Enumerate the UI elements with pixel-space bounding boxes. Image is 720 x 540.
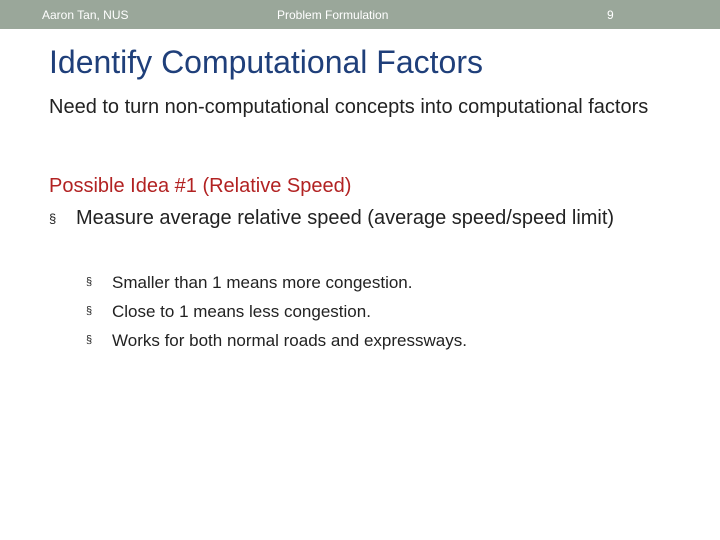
bullet-marker-icon: §	[86, 276, 93, 288]
sub-bullet-item	[86, 326, 467, 355]
intro-text: Need to turn non-computational concepts into computational factors	[49, 96, 649, 118]
sub-bullet-list	[86, 268, 467, 355]
header-author: Aaron Tan, NUS	[42, 8, 129, 22]
bullet-marker-icon: §	[86, 334, 93, 346]
header-topic: Problem Formulation	[277, 8, 389, 22]
sub-bullet-text: Works for both normal roads and expressways.	[112, 331, 467, 350]
sub-bullet-text: Smaller than 1 means more congestion.	[112, 273, 413, 292]
idea-heading: Possible Idea #1 (Relative Speed)	[49, 175, 352, 197]
main-bullet	[49, 204, 689, 233]
main-bullet-text: Measure average relative speed (average speed/speed limit)	[76, 207, 615, 229]
slide-header-bar	[0, 0, 720, 29]
sub-bullet-item	[86, 297, 467, 326]
bullet-marker-icon: §	[49, 211, 57, 226]
sub-bullet-text: Close to 1 means less congestion.	[112, 302, 371, 321]
header-page-number: 9	[607, 8, 614, 22]
bullet-marker-icon: §	[86, 305, 93, 317]
slide-title: Identify Computational Factors	[49, 44, 483, 80]
sub-bullet-item	[86, 268, 467, 297]
